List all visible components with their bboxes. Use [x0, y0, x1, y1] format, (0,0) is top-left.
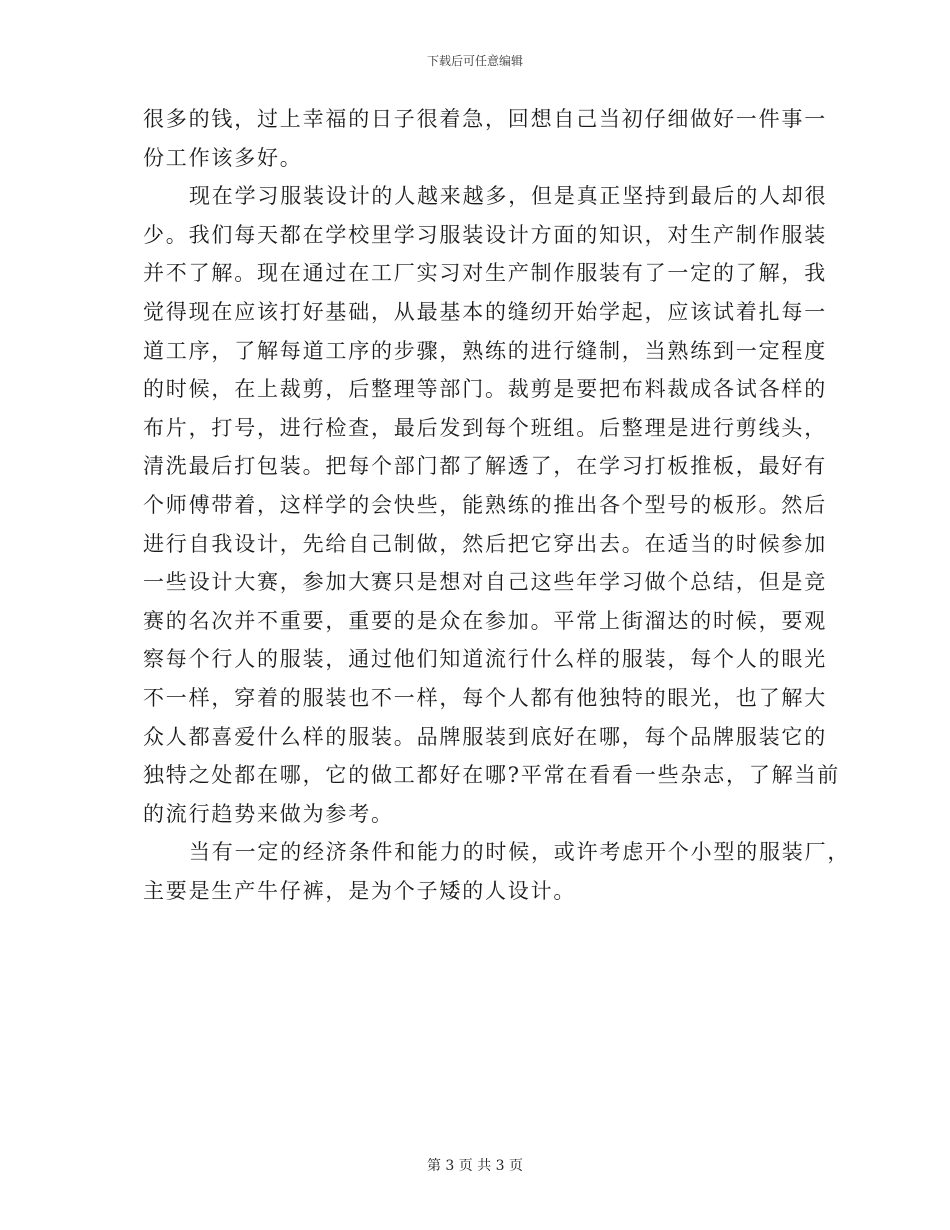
- paragraph-start-line: 当有一定的经济条件和能力的时候，或许考虑开个小型的服装厂，: [189, 840, 851, 865]
- text-line: 少。我们每天都在学校里学习服装设计方面的知识，对生产制作服装: [143, 222, 827, 247]
- text-line: 赛的名次并不重要，重要的是众在参加。平常上街溜达的时候，要观: [143, 608, 827, 633]
- text-line: 清洗最后打包装。把每个部门都了解透了，在学习打板推板，最好有: [143, 454, 827, 479]
- text-line: 主要是生产牛仔裤，是为个子矮的人设计。: [143, 878, 577, 903]
- text-line: 份工作该多好。: [143, 145, 303, 170]
- text-line: 并不了解。现在通过在工厂实习对生产制作服装有了一定的了解，我: [143, 261, 827, 286]
- text-line: 独特之处都在哪，它的做工都好在哪?平常在看看一些杂志，了解当前: [143, 763, 841, 788]
- text-line: 的流行趋势来做为参考。: [143, 801, 394, 826]
- text-line: 一些设计大赛，参加大赛只是想对自己这些年学习做个总结，但是竞: [143, 570, 827, 595]
- text-line: 察每个行人的服装，通过他们知道流行什么样的服装，每个人的眼光: [143, 647, 827, 672]
- page-header-note: 下载后可任意编辑: [426, 54, 523, 68]
- text-line: 道工序，了解每道工序的步骤，熟练的进行缝制，当熟练到一定程度: [143, 338, 827, 363]
- text-line: 的时候，在上裁剪，后整理等部门。裁剪是要把布料裁成各试各样的: [143, 377, 827, 402]
- text-line: 不一样，穿着的服装也不一样，每个人都有他独特的眼光，也了解大: [143, 685, 827, 710]
- text-line: 个师傅带着，这样学的会快些，能熟练的推出各个型号的板形。然后: [143, 492, 827, 517]
- text-line: 很多的钱，过上幸福的日子很着急，回想自己当初仔细做好一件事一: [143, 107, 827, 131]
- paragraph-start-line: 现在学习服装设计的人越来越多，但是真正坚持到最后的人却很: [189, 184, 828, 209]
- page-number-footer: 第 3 页 共 3 页: [426, 1158, 524, 1174]
- text-line: 布片，打号，进行检查，最后发到每个班组。后整理是进行剪线头，: [143, 415, 827, 440]
- text-line: 觉得现在应该打好基础，从最基本的缝纫开始学起，应该试着扎每一: [143, 299, 827, 324]
- document-body: [143, 100, 851, 910]
- text-line: 进行自我设计，先给自己制做，然后把它穿出去。在适当的时候参加: [143, 531, 827, 556]
- text-line: 众人都喜爱什么样的服装。品牌服装到底好在哪，每个品牌服装它的: [143, 724, 827, 749]
